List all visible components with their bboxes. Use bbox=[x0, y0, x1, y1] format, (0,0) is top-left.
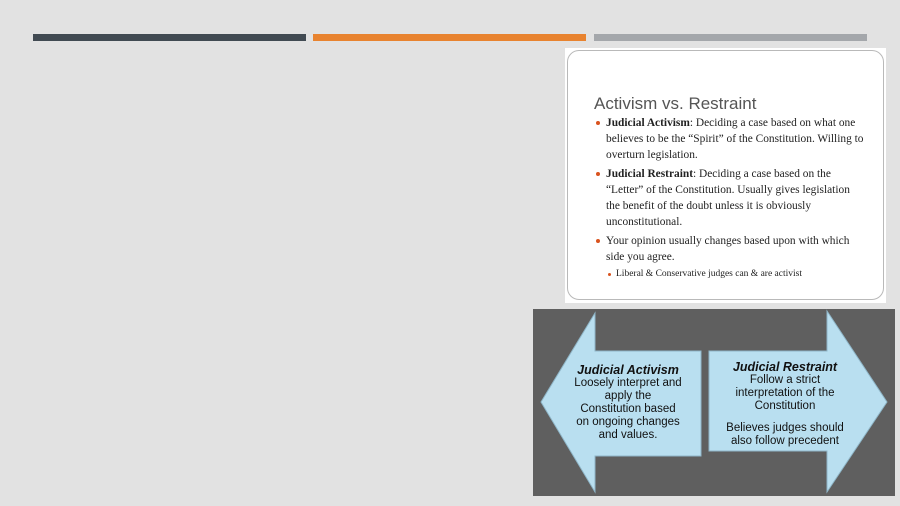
accent-bar-orange bbox=[313, 34, 586, 41]
slide-image-card bbox=[567, 50, 884, 300]
bullet-text: Your opinion usually changes based upon with which side you agree. bbox=[606, 235, 850, 263]
arrows-image bbox=[533, 309, 895, 496]
right-arrow-heading: Judicial Restraint bbox=[732, 360, 838, 374]
sub-bullet: Liberal & Conservative judges can & are activist bbox=[594, 268, 866, 281]
bullet-judicial-restraint bbox=[594, 166, 866, 230]
left-arrow-heading: Judicial Activism bbox=[577, 363, 679, 377]
right-arrow-text bbox=[716, 360, 854, 448]
right-arrow-body-1: Follow a strict interpretation of the Constitution bbox=[735, 374, 835, 412]
bullet-term: Judicial Restraint bbox=[606, 168, 694, 180]
bullet-text: : Deciding a case based on the “Letter” of the Constitution. Usually gives legislation the benefit of the doubt unless it is obviously unconstitutional. bbox=[606, 168, 850, 228]
accent-bar-dark bbox=[33, 34, 306, 41]
card-title: Activism vs. Restraint bbox=[594, 94, 757, 113]
bullet-term: Judicial Activism bbox=[606, 117, 690, 129]
bullet-opinion bbox=[594, 233, 866, 265]
accent-bar-gray bbox=[594, 34, 867, 41]
bullet-judicial-activism bbox=[594, 115, 866, 163]
left-arrow-body: Loosely interpret and apply the Constitution based on ongoing changes and values. bbox=[574, 377, 682, 441]
bullet-text: : Deciding a case based on what one believes to be the “Spirit” of the Constitution. Willing to overturn legislation. bbox=[606, 117, 864, 161]
bullet-list bbox=[594, 115, 866, 281]
right-arrow-body-2: Believes judges should also follow precedent bbox=[726, 422, 844, 447]
left-arrow-text bbox=[573, 363, 683, 442]
